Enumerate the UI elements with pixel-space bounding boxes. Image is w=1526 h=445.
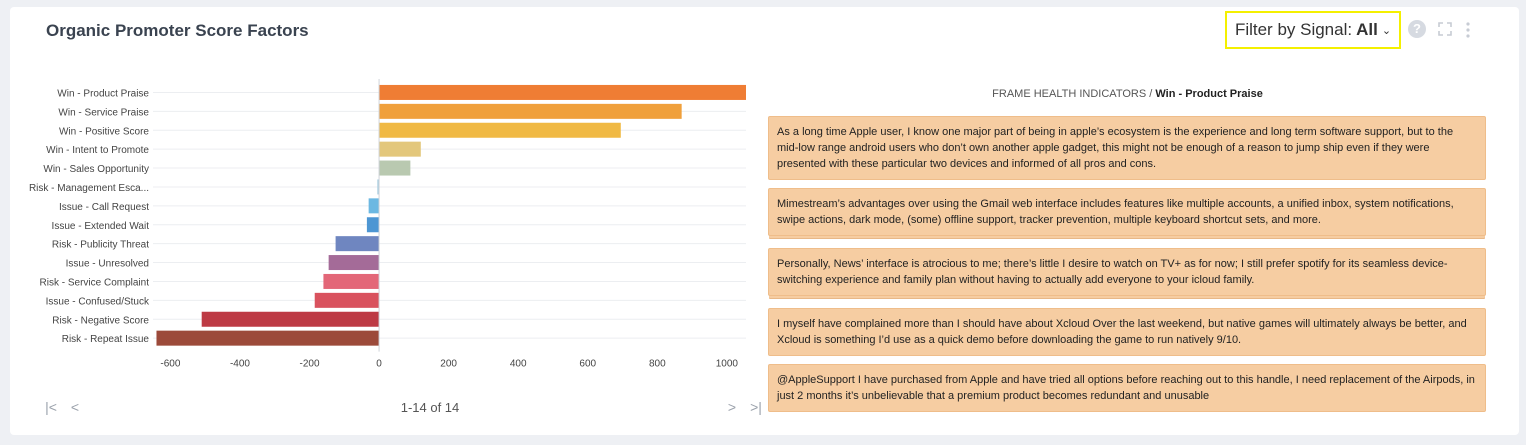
category-label: Issue - Confused/Stuck [45,296,149,308]
category-label: Risk - Repeat Issue [61,334,149,346]
next-page-icon[interactable]: > [727,399,737,415]
help-icon[interactable]: ? [1408,20,1426,38]
frame-selected: Win - Product Praise [1155,88,1263,100]
filter-label: Filter by Signal: [1234,20,1353,39]
more-vertical-icon[interactable] [1466,22,1470,38]
bar [367,217,379,232]
category-label: Win - Intent to Promote [46,145,149,157]
category-label: Issue - Extended Wait [51,220,149,232]
bar [379,85,746,100]
bar [379,142,421,157]
category-label: Issue - Unresolved [65,258,149,270]
pager-status: 1-14 of 14 [400,400,460,415]
bar [156,331,379,346]
last-page-icon[interactable]: >| [750,399,762,415]
quote-card: @AppleSupport I have purchased from Apple and have tried all options before reaching out to this handle, I need replacement of the Airpods, in just 2 months it’s unbelievable that a premium product becomes redundant and unusable [768,364,1486,412]
bar [379,123,621,138]
chevron-down-icon: ⌄ [1381,24,1392,37]
x-tick-label: 800 [648,358,666,370]
pager-left [44,399,82,415]
bar [336,236,379,251]
frame-prefix: FRAME HEALTH INDICATORS / [992,88,1153,100]
frame-breadcrumb [770,88,1485,100]
x-tick-label: -400 [229,358,250,370]
category-label: Risk - Management Esca... [28,182,149,194]
bar [202,312,379,327]
bar [379,161,410,176]
category-label: Win - Positive Score [58,126,149,138]
quote-card: As a long time Apple user, I know one major part of being in apple’s ecosystem is the experience and long term software support, but to the mid-low range android users who don’t own another apple gadget, this might not be enough of a reason to jump ship even if they were presented with these particular two devices and informed of all pros and cons. [768,116,1486,180]
category-label: Risk - Service Complaint [39,277,149,289]
bar [379,104,682,119]
x-tick-label: 200 [440,358,457,370]
quote-card: Personally, News’ interface is atrocious to me; there’s little I desire to watch on TV+ as for now; I still prefer spotify for its seamless device-switching experience and family plan without having to actually add everyone to your icloud family. [768,248,1486,296]
x-tick-label: 0 [376,358,382,370]
pager-right [725,399,763,415]
expand-icon[interactable] [1439,23,1451,35]
bar [369,198,379,213]
category-label: Risk - Negative Score [52,315,149,327]
widget-title: Organic Promoter Score Factors [46,21,309,40]
quote-card: I myself have complained more than I should have about Xcloud Over the last weekend, but native games will ultimately always be better, and Xcloud is something I’d use as a quick demo before downloading the game to run natively 9/10. [768,308,1486,356]
filter-by-signal-dropdown[interactable] [1225,11,1401,49]
category-label: Win - Sales Opportunity [43,164,149,176]
bar [323,274,379,289]
category-label: Risk - Publicity Threat [51,239,149,251]
x-tick-label: 400 [509,358,527,370]
quote-list[interactable] [768,116,1486,402]
category-label: Win - Service Praise [58,107,149,119]
filter-value: All [1356,20,1378,39]
bar [329,255,379,270]
category-label: Win - Product Praise [57,88,149,100]
quote-card: Mimestream’s advantages over using the Gmail web interface includes features like multiple accounts, a unified inbox, system notifications, swipe actions, dark mode, (some) offline support, tracker prevention, multiple keyboard shortcut sets, and more. [768,188,1486,236]
prev-page-icon[interactable]: < [70,399,80,415]
x-tick-label: -200 [299,358,320,370]
category-label: Issue - Call Request [58,201,149,213]
bar-chart [10,7,760,387]
x-tick-label: 600 [579,358,597,370]
first-page-icon[interactable]: |< [45,399,57,415]
widget-card [10,7,1519,435]
x-tick-label: 1000 [715,358,738,370]
bar [315,293,379,308]
x-tick-label: -600 [160,358,181,370]
